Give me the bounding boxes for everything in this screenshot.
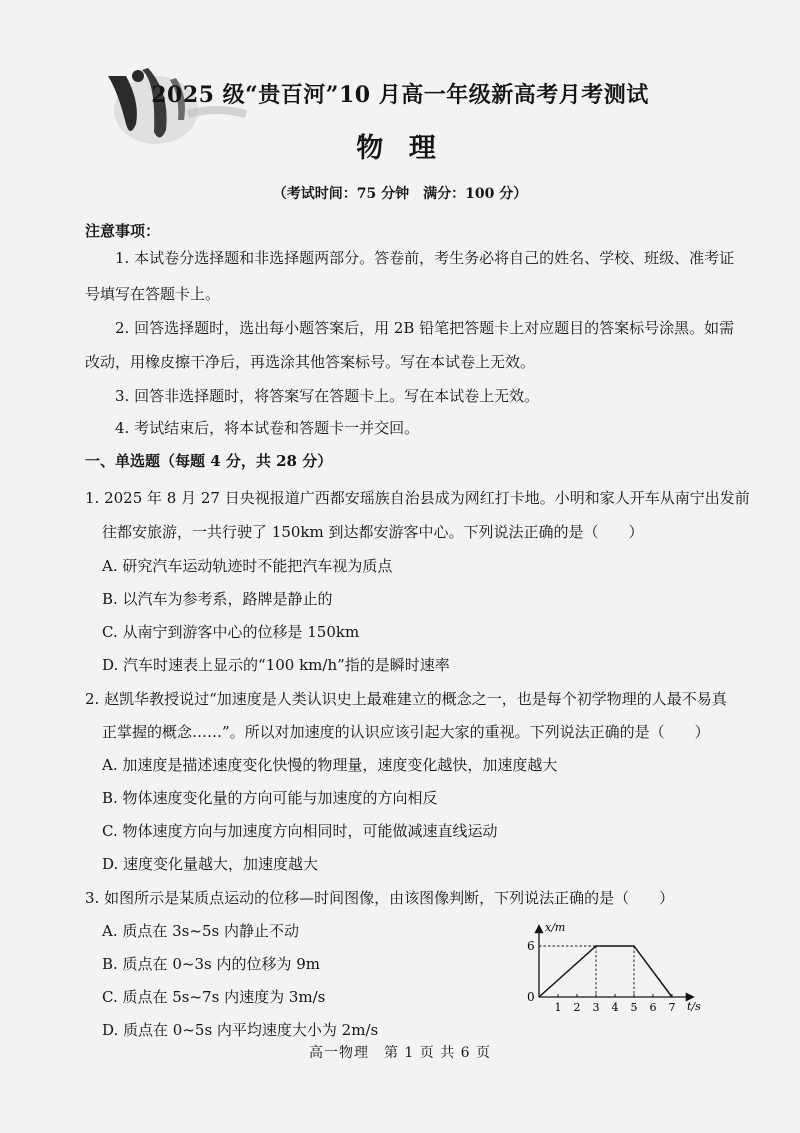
question-3-option-d: D. 质点在 0~5s 内平均速度大小为 2m/s [102, 1021, 379, 1039]
question-3-option-c: C. 质点在 5s~7s 内速度为 3m/s [102, 988, 326, 1006]
page-footer: 高一物理 第 1 页 共 6 页 [308, 1045, 492, 1061]
y-axis-label: x/m [545, 921, 566, 934]
section-title: 一、单选题（每题 4 分，共 28 分） [85, 452, 333, 470]
exam-info: （考试时间：75 分钟 满分：100 分） [272, 186, 528, 202]
notice-item-1-cont: 号填写在答题卡上。 [85, 285, 221, 303]
question-3-option-a: A. 质点在 3s~5s 内静止不动 [102, 922, 299, 940]
question-1-option-c: C. 从南宁到游客中心的位移是 150km [102, 623, 360, 641]
question-2-option-a: A. 加速度是描述速度变化快慢的物理量，速度变化越快，加速度越大 [102, 756, 558, 774]
notice-item-2: 2. 回答选择题时，选出每小题答案后，用 2B 铅笔把答题卡上对应题目的答案标号涂黑。如需 [115, 319, 735, 337]
question-2-stem-cont: 正掌握的概念……”。所以对加速度的认识应该引起大家的重视。下列说法正确的是（ ） [102, 723, 710, 741]
notice-item-1: 1. 本试卷分选择题和非选择题两部分。答卷前，考生务必将自己的姓名、学校、班级、准考证 [115, 249, 735, 267]
question-2-option-c: C. 物体速度方向与加速度方向相同时，可能做减速直线运动 [102, 822, 498, 840]
notice-item-4: 4. 考试结束后，将本试卷和答题卡一并交回。 [115, 419, 420, 437]
notice-item-2-cont: 改动，用橡皮擦干净后，再选涂其他答案标号。写在本试卷上无效。 [85, 353, 536, 371]
question-2-stem: 2. 赵凯华教授说过“加速度是人类认识史上最难建立的概念之一，也是每个初学物理的人最不易真 [85, 690, 727, 708]
question-1-option-b: B. 以汽车为参考系，路牌是静止的 [102, 590, 333, 608]
notice-title: 注意事项： [85, 222, 161, 240]
question-3-option-b: B. 质点在 0~3s 内的位移为 9m [102, 955, 320, 973]
exam-title: 2025 级“贵百河”10 月高一年级新高考月考测试 [151, 82, 649, 108]
question-1-stem: 1. 2025 年 8 月 27 日央视报道广西都安瑶族自治县成为网红打卡地。小明和家人开车从南宁出发前 [85, 489, 750, 507]
y-tick-label: 6 [527, 939, 535, 953]
question-1-option-d: D. 汽车时速表上显示的“100 km/h”指的是瞬时速率 [102, 656, 450, 674]
subject-title: 物 理 [356, 133, 444, 164]
position-time-line [539, 946, 672, 997]
question-1-stem-cont: 往都安旅游，一共行驶了 150km 到达都安游客中心。下列说法正确的是（ ） [102, 523, 644, 541]
origin-label: 0 [527, 990, 535, 1004]
x-tick-label-3: 3 [592, 1001, 600, 1014]
position-time-graph [515, 918, 715, 1023]
x-tick-label-5: 5 [630, 1001, 638, 1014]
question-1-option-a: A. 研究汽车运动轨迹时不能把汽车视为质点 [102, 557, 393, 575]
x-tick-label-7: 7 [668, 1001, 676, 1014]
x-tick-label-2: 2 [573, 1001, 581, 1014]
x-axis-label: t/s [687, 1000, 701, 1013]
x-tick-label-4: 4 [611, 1001, 619, 1014]
x-tick-label-1: 1 [554, 1001, 562, 1014]
notice-item-3: 3. 回答非选择题时，将答案写在答题卡上。写在本试卷上无效。 [115, 387, 540, 405]
x-tick-label-6: 6 [649, 1001, 657, 1014]
question-2-option-d: D. 速度变化量越大，加速度越大 [102, 855, 319, 873]
question-3-stem: 3. 如图所示是某质点运动的位移—时间图像，由该图像判断，下列说法正确的是（ ） [85, 889, 675, 907]
question-2-option-b: B. 物体速度变化量的方向可能与加速度的方向相反 [102, 789, 438, 807]
